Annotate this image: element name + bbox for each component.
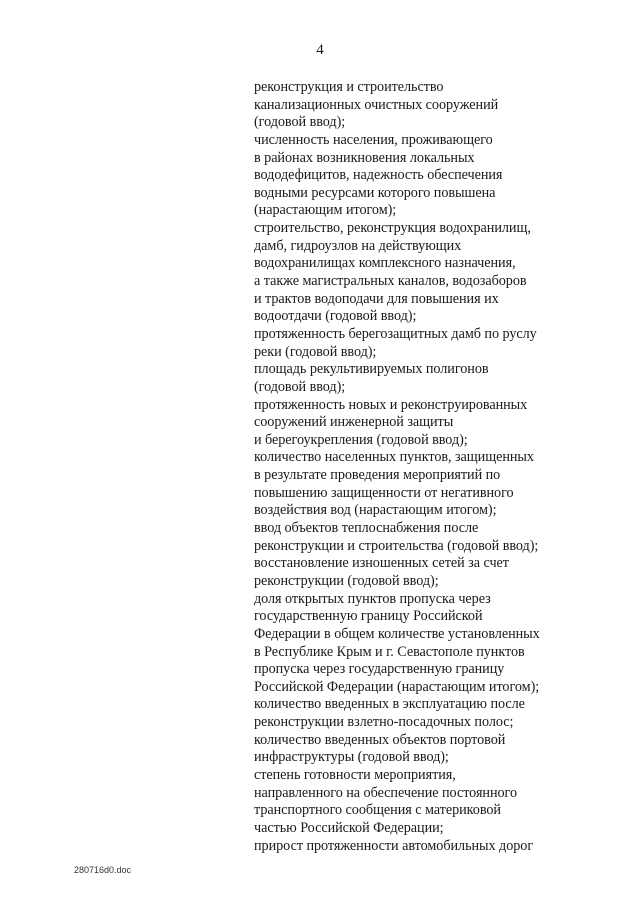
- text-line: реконструкции (годовой ввод);: [254, 572, 439, 589]
- text-line: водохранилищах комплексного назначения,: [254, 255, 516, 272]
- text-line: строительство, реконструкция водохранилищ,: [254, 220, 531, 237]
- text-line: инфраструктуры (годовой ввод);: [254, 749, 449, 766]
- text-line: и берегоукрепления (годовой ввод);: [254, 431, 468, 448]
- text-line: в районах возникновения локальных: [254, 149, 475, 166]
- text-line: направленного на обеспечение постоянного: [254, 784, 518, 801]
- text-line: канализационных очистных сооружений: [254, 96, 499, 113]
- text-line: вододефицитов, надежность обеспечения: [254, 167, 503, 184]
- text-line: Российской Федерации (нарастающим итогом);: [254, 678, 540, 695]
- text-line: прирост протяженности автомобильных дорог: [254, 837, 534, 854]
- text-line: Федерации в общем количестве установленных: [254, 625, 540, 642]
- text-line: ввод объектов теплоснабжения после: [254, 520, 479, 537]
- text-line: сооружений инженерной защиты: [254, 414, 454, 431]
- text-line: количество введенных в эксплуатацию после: [254, 696, 525, 713]
- text-line: пропуска через государственную границу: [254, 661, 505, 678]
- text-line: (годовой ввод);: [254, 378, 346, 395]
- footer-filename: 280716d0.doc: [74, 865, 132, 875]
- text-line: повышению защищенности от негативного: [254, 484, 514, 501]
- text-line: протяженность новых и реконструированных: [254, 396, 528, 413]
- text-line: государственную границу Российской: [254, 608, 483, 625]
- page-number: 4: [316, 42, 324, 58]
- text-line: водными ресурсами которого повышена: [254, 184, 496, 201]
- text-line: реконструкция и строительство: [254, 79, 444, 95]
- text-line: (годовой ввод);: [254, 114, 346, 131]
- text-line: воздействия вод (нарастающим итогом);: [254, 502, 497, 519]
- text-line: частью Российской Федерации;: [254, 819, 444, 836]
- text-line: реконструкции и строительства (годовой ввод);: [254, 537, 539, 554]
- text-line: степень готовности мероприятия,: [254, 766, 456, 783]
- text-line: площадь рекультивируемых полигонов: [254, 361, 489, 378]
- text-line: численность населения, проживающего: [254, 131, 493, 148]
- text-line: протяженность берегозащитных дамб по руслу: [254, 325, 537, 342]
- text-line: транспортного сообщения с материковой: [254, 802, 501, 819]
- text-line: а также магистральных каналов, водозаборов: [254, 273, 527, 290]
- text-line: доля открытых пунктов пропуска через: [254, 590, 491, 607]
- text-line: в результате проведения мероприятий по: [254, 467, 501, 484]
- text-line: реки (годовой ввод);: [254, 343, 377, 360]
- text-line: количество введенных объектов портовой: [254, 731, 506, 748]
- text-line: и трактов водоподачи для повышения их: [254, 290, 499, 307]
- text-line: восстановление изношенных сетей за счет: [254, 555, 509, 572]
- text-line: (нарастающим итогом);: [254, 202, 397, 219]
- text-line: количество населенных пунктов, защищенных: [254, 449, 534, 466]
- text-line: дамб, гидроузлов на действующих: [254, 237, 462, 254]
- text-line: реконструкции взлетно-посадочных полос;: [254, 714, 514, 731]
- document-body: [254, 79, 594, 855]
- text-line: водоотдачи (годовой ввод);: [254, 308, 417, 325]
- text-line: в Республике Крым и г. Севастополе пунктов: [254, 643, 525, 660]
